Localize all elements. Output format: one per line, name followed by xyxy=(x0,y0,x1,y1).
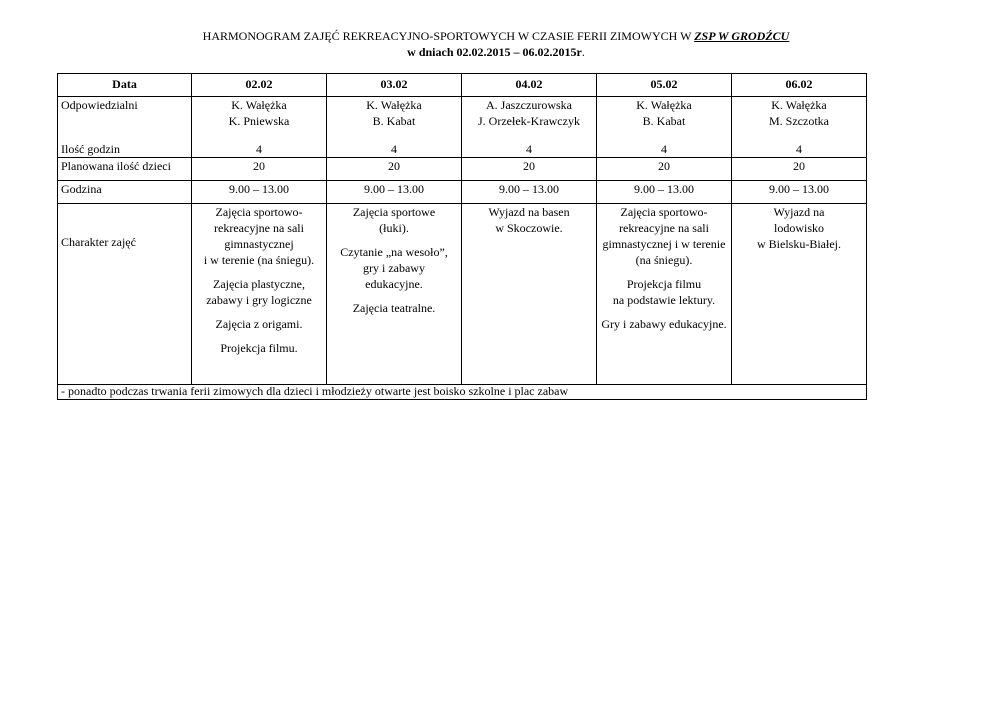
planned-children-value: 20 xyxy=(732,158,867,181)
footnote: - ponadto podczas trwania ferii zimowych dla dzieci i młodzieży otwarte jest boisko szkolne i plac zabaw xyxy=(58,385,867,400)
responsible-row xyxy=(58,97,867,158)
header-title xyxy=(0,28,992,44)
hours-count-value: 4 xyxy=(256,142,262,156)
header-school-name: ZSP W GRODŹCU xyxy=(694,29,790,43)
activity-paragraph: Gry i zabawy edukacyjne. xyxy=(601,317,727,331)
planned-children-value: 20 xyxy=(462,158,597,181)
activity-label: Charakter zajęć xyxy=(61,235,136,249)
hours-count-value: 4 xyxy=(661,142,667,156)
note-row xyxy=(58,385,867,400)
teacher-name: K. Wałężka xyxy=(231,98,287,112)
activity-row xyxy=(58,204,867,385)
planned-children-label: Planowana ilość dzieci xyxy=(58,158,192,181)
teacher-name: B. Kabat xyxy=(372,114,416,128)
responsible-cell xyxy=(192,97,327,158)
header-cell-date: 06.02 xyxy=(732,74,867,97)
activity-paragraph: Zajęcia teatralne. xyxy=(352,301,436,315)
activity-paragraph: Czytanie „na wesoło”, gry i zabawy edukacyjne. xyxy=(340,245,448,291)
activity-paragraph: Wyjazd na basen w Skoczowie. xyxy=(488,205,570,235)
teacher-name: B. Kabat xyxy=(642,114,686,128)
time-value: 9.00 – 13.00 xyxy=(732,181,867,204)
time-value: 9.00 – 13.00 xyxy=(192,181,327,204)
hours-count-value: 4 xyxy=(796,142,802,156)
responsible-cell xyxy=(732,97,867,158)
document-header xyxy=(0,28,992,60)
time-row xyxy=(58,181,867,204)
activity-cell xyxy=(462,204,597,385)
time-value: 9.00 – 13.00 xyxy=(597,181,732,204)
header-cell-date: 05.02 xyxy=(597,74,732,97)
responsible-cell xyxy=(597,97,732,158)
header-dates-text: w dniach 02.02.2015 – 06.02.2015r xyxy=(407,45,582,59)
time-label: Godzina xyxy=(58,181,192,204)
responsible-label-cell xyxy=(58,97,192,158)
activity-cell xyxy=(732,204,867,385)
activity-paragraph: Zajęcia sportowo- rekreacyjne na sali gimnastycznej i w terenie (na śniegu). xyxy=(203,205,315,267)
responsible-cell xyxy=(462,97,597,158)
header-cell-date-label: Data xyxy=(58,74,192,97)
header-cell-date: 03.02 xyxy=(327,74,462,97)
teacher-name: K. Wałężka xyxy=(366,98,422,112)
header-row xyxy=(58,74,867,97)
header-cell-date: 02.02 xyxy=(192,74,327,97)
planned-children-value: 20 xyxy=(327,158,462,181)
hours-count-value: 4 xyxy=(526,142,532,156)
time-value: 9.00 – 13.00 xyxy=(462,181,597,204)
activity-cell xyxy=(192,204,327,385)
hours-count-value: 4 xyxy=(391,142,397,156)
activity-paragraph: Wyjazd na lodowisko w Bielsku-Białej. xyxy=(757,205,841,251)
responsible-cell xyxy=(327,97,462,158)
activity-cell xyxy=(327,204,462,385)
activity-paragraph: Zajęcia sportowo- rekreacyjne na sali gimnastycznej i w terenie (na śniegu). xyxy=(602,205,726,267)
hours-count-label: Ilość godzin xyxy=(61,142,120,156)
activity-paragraph: Projekcja filmu na podstawie lektury. xyxy=(612,277,716,307)
activity-label-cell xyxy=(58,204,192,385)
teacher-name: M. Szczotka xyxy=(769,114,829,128)
planned-children-value: 20 xyxy=(192,158,327,181)
time-value: 9.00 – 13.00 xyxy=(327,181,462,204)
activity-cell xyxy=(597,204,732,385)
schedule-table xyxy=(57,73,867,400)
teacher-name: K. Pniewska xyxy=(228,114,290,128)
teacher-name: K. Wałężka xyxy=(636,98,692,112)
header-dates xyxy=(0,44,992,60)
activity-paragraph: Zajęcia sportowe (łuki). xyxy=(352,205,436,235)
teacher-name: J. Orzełek-Krawczyk xyxy=(478,114,580,128)
planned-children-value: 20 xyxy=(597,158,732,181)
header-dates-tail: . xyxy=(581,45,585,59)
planned-children-row xyxy=(58,158,867,181)
teacher-name: A. Jaszczurowska xyxy=(486,98,572,112)
responsible-label: Odpowiedzialni xyxy=(61,98,138,112)
header-title-text: HARMONOGRAM ZAJĘĆ REKREACYJNO-SPORTOWYCH W CZASIE FERII ZIMOWYCH W xyxy=(202,29,695,43)
activity-paragraph: Zajęcia z origami. xyxy=(215,317,303,331)
teacher-name: K. Wałężka xyxy=(771,98,827,112)
activity-paragraph: Zajęcia plastyczne, zabawy i gry logiczne xyxy=(206,277,312,307)
activity-paragraph: Projekcja filmu. xyxy=(220,341,298,355)
header-cell-date: 04.02 xyxy=(462,74,597,97)
